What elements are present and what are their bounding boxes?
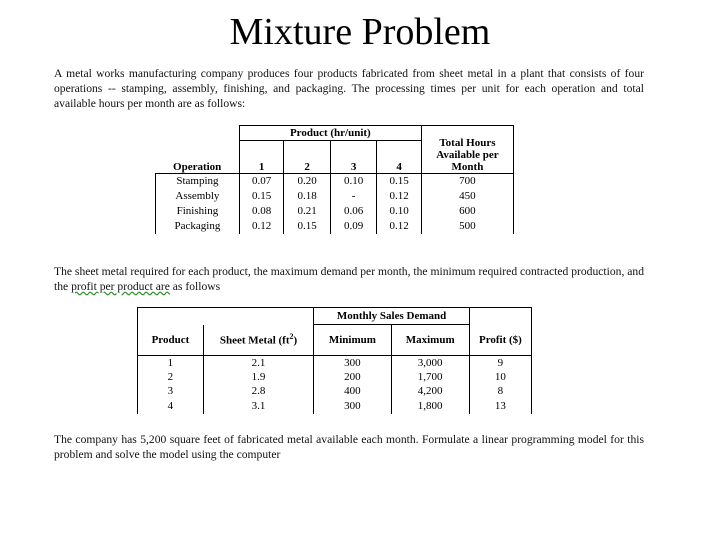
- value-cell: 0.18: [284, 189, 330, 204]
- operation-cell: Finishing: [156, 204, 240, 219]
- table-row: [156, 174, 514, 189]
- maximum-cell: 1,700: [391, 370, 469, 384]
- table-row: [138, 370, 532, 384]
- minimum-cell: 300: [314, 356, 391, 370]
- minimum-cell: 400: [314, 384, 391, 398]
- product-cell: 1: [138, 356, 204, 370]
- value-cell: 0.15: [239, 189, 284, 204]
- intro-paragraph: A metal works manufacturing company produces four products fabricated from sheet metal in a plant that consists of four operations -- stamping, assembly, finishing, and packaging. The processing times per unit for each operation and total available hours per month are as follows:: [54, 67, 644, 110]
- value-cell: 0.21: [284, 204, 330, 219]
- value-cell: 0.10: [330, 174, 376, 189]
- maximum-cell: 3,000: [391, 356, 469, 370]
- product-col-3: 3: [330, 141, 376, 174]
- total-cell: 500: [421, 219, 513, 234]
- sheet-cell: 2.8: [203, 384, 313, 398]
- sales-demand-table: [137, 307, 532, 414]
- table-row: [138, 384, 532, 398]
- table-row: [138, 398, 532, 414]
- underlined-text: profit per product are: [71, 280, 170, 293]
- sheet-cell: 2.1: [203, 356, 313, 370]
- value-cell: 0.15: [284, 219, 330, 234]
- paragraph-text: as follows: [169, 280, 221, 293]
- monthly-demand-header: Monthly Sales Demand: [314, 308, 470, 325]
- sheet-metal-header: Sheet Metal $(ft^2)$: [203, 325, 313, 356]
- slide-title: Mixture Problem: [229, 11, 491, 53]
- value-cell: 0.20: [284, 174, 330, 189]
- product-group-header: Product (hr/unit): [239, 126, 421, 141]
- value-cell: 0.09: [330, 219, 376, 234]
- maximum-cell: 4,200: [391, 384, 469, 398]
- processing-times-table: [155, 125, 514, 234]
- profit-cell: 10: [469, 370, 531, 384]
- product-cell: 3: [138, 384, 204, 398]
- value-cell: 0.15: [377, 174, 422, 189]
- profit-cell: 13: [469, 398, 531, 414]
- operation-cell: Assembly: [156, 189, 240, 204]
- total-hours-header: Total Hours Available per Month: [421, 126, 513, 174]
- product-col-1: 1: [239, 141, 284, 174]
- total-cell: 700: [421, 174, 513, 189]
- product-col-4: 4: [377, 141, 422, 174]
- sheet-cell: 1.9: [203, 370, 313, 384]
- maximum-header: Maximum: [391, 325, 469, 356]
- minimum-cell: 200: [314, 370, 391, 384]
- profit-cell: 8: [469, 384, 531, 398]
- product-col-2: 2: [284, 141, 330, 174]
- product-header: Product: [138, 325, 204, 356]
- value-cell: 0.12: [377, 219, 422, 234]
- minimum-cell: 300: [314, 398, 391, 414]
- profit-header: Profit ($): [469, 325, 531, 356]
- value-cell: 0.12: [377, 189, 422, 204]
- maximum-cell: 1,800: [391, 398, 469, 414]
- table-row: [156, 189, 514, 204]
- value-cell: 0.06: [330, 204, 376, 219]
- value-cell: 0.10: [377, 204, 422, 219]
- paragraph-text: The sheet metal required for each product, the maximum demand per month, the minimum required contracted production, and the: [54, 265, 644, 293]
- sheet-metal-paragraph: [54, 264, 644, 294]
- conclusion-paragraph: The company has 5,200 square feet of fabricated metal available each month. Formulate a linear programming model for this problem and solve the model using the computer: [54, 433, 644, 461]
- table-row: [138, 356, 532, 370]
- profit-cell: 9: [469, 356, 531, 370]
- value-cell: -: [330, 189, 376, 204]
- value-cell: 0.07: [239, 174, 284, 189]
- operation-header: Operation: [156, 141, 240, 174]
- total-cell: 600: [421, 204, 513, 219]
- table-row: [156, 204, 514, 219]
- value-cell: 0.08: [239, 204, 284, 219]
- product-cell: 4: [138, 398, 204, 414]
- sheet-cell: 3.1: [203, 398, 313, 414]
- value-cell: 0.12: [239, 219, 284, 234]
- operation-cell: Packaging: [156, 219, 240, 234]
- product-cell: 2: [138, 370, 204, 384]
- minimum-header: Minimum: [314, 325, 391, 356]
- table-row: [156, 219, 514, 234]
- total-cell: 450: [421, 189, 513, 204]
- operation-cell: Stamping: [156, 174, 240, 189]
